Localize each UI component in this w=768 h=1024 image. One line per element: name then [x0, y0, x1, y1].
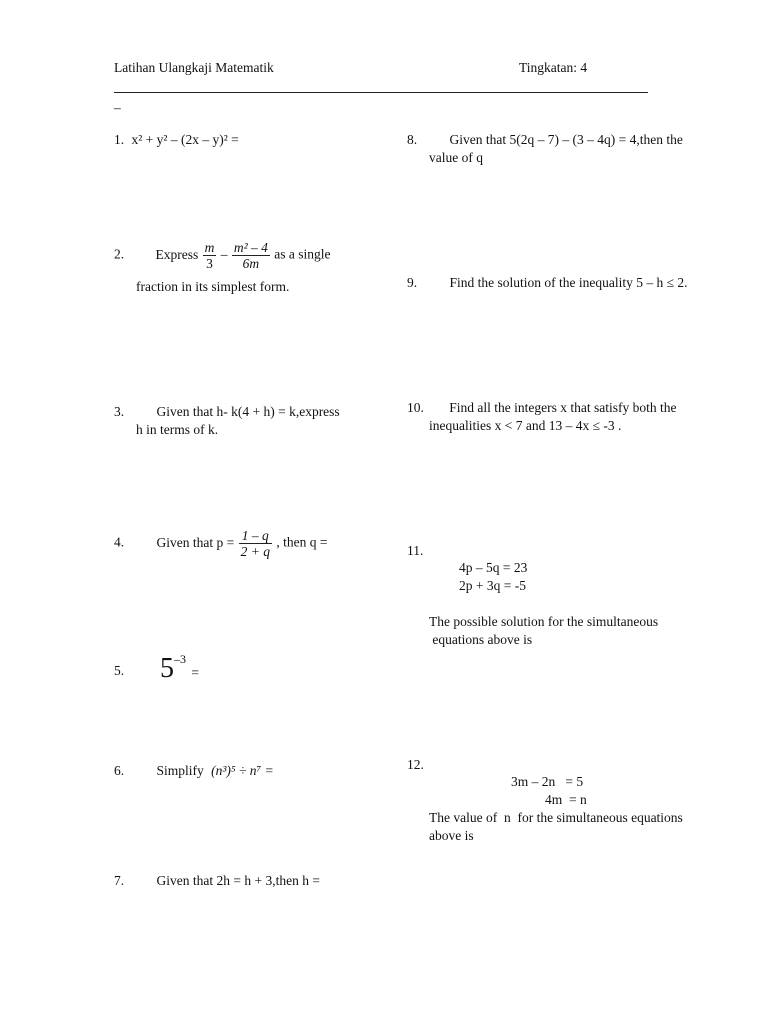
- fraction-denominator: 2 + q: [240, 544, 270, 559]
- fraction-numerator: 1 – q: [239, 528, 272, 544]
- power-exponent: –3: [174, 652, 186, 666]
- question-number: 4.: [114, 534, 125, 550]
- question-8: [407, 131, 683, 149]
- question-12-number: 12.: [407, 757, 424, 772]
- question-11-number: 11.: [407, 543, 424, 558]
- question-3: [114, 403, 340, 421]
- question-number: 2.: [114, 246, 125, 262]
- question-10: [407, 399, 676, 417]
- worksheet-title: Latihan Ulangkaji Matematik: [114, 60, 274, 75]
- question-text: x² + y² – (2x – y)² =: [131, 132, 239, 147]
- question-number: 7.: [114, 873, 125, 888]
- question-text: Given that 2h = h + 3,then h =: [156, 873, 320, 888]
- question-6: [114, 762, 274, 780]
- question-1: [114, 131, 239, 149]
- question-number: 1.: [114, 132, 125, 147]
- question-text: , then q =: [276, 534, 328, 550]
- question-12-text: The value of n for the simultaneous equations: [429, 810, 683, 825]
- math-expression: (n³)⁵ ÷ n⁷ =: [211, 763, 274, 778]
- question-10-line-2: inequalities x < 7 and 13 – 4x ≤ -3 .: [429, 418, 622, 433]
- question-text: Given that h- k(4 + h) = k,express: [156, 404, 340, 419]
- question-8-line-2: value of q: [429, 150, 483, 165]
- question-number: 3.: [114, 404, 125, 419]
- fraction-numerator: m: [204, 240, 215, 255]
- question-3-line-2: h in terms of k.: [136, 422, 219, 437]
- question-2-line-2: fraction in its simplest form.: [136, 279, 290, 294]
- header-dash: –: [114, 100, 121, 115]
- question-number: 9.: [407, 275, 418, 290]
- fraction-m2-minus-4-over-6m: [232, 240, 270, 271]
- header-divider: [114, 92, 648, 93]
- equation-1: 4p – 5q = 23: [459, 560, 528, 575]
- question-text: =: [191, 665, 199, 680]
- fraction-denominator: 3: [206, 256, 213, 271]
- equation-2: 4m = n: [545, 792, 587, 807]
- question-number: 8.: [407, 132, 418, 147]
- question-5-number: 5.: [114, 663, 125, 678]
- minus-sign: –: [220, 246, 228, 262]
- question-4: [114, 528, 327, 559]
- question-11-text: The possible solution for the simultaneous: [429, 614, 659, 629]
- question-text: Given that p =: [156, 534, 235, 550]
- question-number: 6.: [114, 763, 125, 778]
- power-base: 5: [160, 653, 174, 684]
- fraction-1-minus-q-over-2-plus-q: [239, 528, 272, 559]
- question-text: as a single: [274, 246, 331, 262]
- fraction-m-over-3: [203, 240, 217, 271]
- form-level: Tingkatan: 4: [519, 60, 588, 75]
- question-number: 10.: [407, 400, 424, 415]
- equation-2: 2p + 3q = -5: [459, 578, 526, 593]
- question-text: Simplify: [156, 763, 204, 778]
- question-5: [160, 654, 199, 688]
- fraction-denominator: 6m: [242, 256, 260, 271]
- fraction-numerator: m² – 4: [233, 240, 268, 255]
- question-9: [407, 274, 688, 292]
- question-text: Find all the integers x that satisfy both the: [449, 400, 677, 415]
- question-text: Express: [155, 246, 199, 262]
- question-text: Find the solution of the inequality 5 – h ≤ 2.: [449, 275, 688, 290]
- question-2: [114, 240, 331, 271]
- question-text: Given that 5(2q – 7) – (3 – 4q) = 4,then the: [449, 132, 683, 147]
- question-7: [114, 872, 320, 890]
- question-11-line-2: equations above is: [429, 632, 533, 647]
- question-12-line-2: above is: [429, 828, 474, 843]
- equation-1: 3m – 2n = 5: [511, 774, 584, 789]
